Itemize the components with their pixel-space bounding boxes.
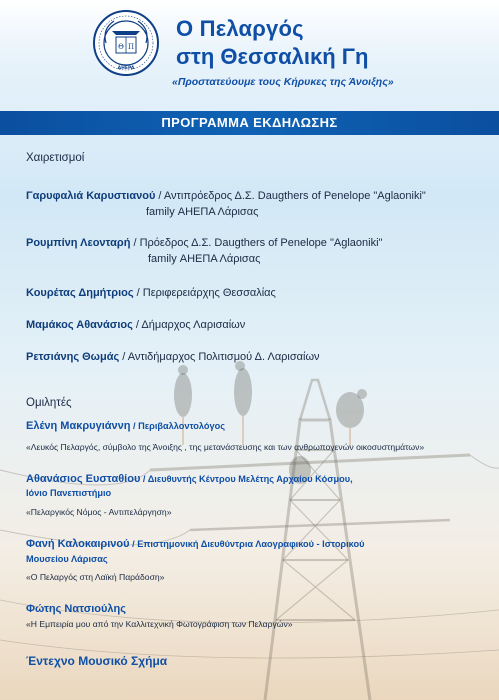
program-banner xyxy=(0,111,499,135)
greeting-role-continued: family ΑΗΕΠΑ Λάρισας xyxy=(148,253,261,265)
header xyxy=(0,0,499,108)
event-title-line2: στη Θεσσαλική Γη xyxy=(176,44,369,69)
speaker-separator: / xyxy=(140,474,148,484)
event-title-line1: Ο Πελαργός xyxy=(176,16,304,41)
greetings-heading: Χαιρετισμοί xyxy=(26,152,85,164)
greeting-item xyxy=(26,351,320,363)
svg-text:AHEPA: AHEPA xyxy=(117,66,135,71)
speaker-talk-title: «Πελαργικός Νόμος - Αντιπελάργηση» xyxy=(26,507,172,517)
daughters-of-penelope-seal-logo xyxy=(92,9,160,77)
greeting-name: Μαμάκος Αθανάσιος xyxy=(26,319,133,331)
greeting-role-continued: family ΑΗΕΠΑ Λάρισας xyxy=(146,206,259,218)
speaker-talk-title: «Λευκός Πελαργός, σύμβολο της Άνοιξης , της μετανάστευσης και των ανθρωπογενών οικοσυστημάτων» xyxy=(26,442,425,452)
speaker-name: Ελένη Μακρυγιάννη xyxy=(26,420,131,432)
svg-text:Θ: Θ xyxy=(118,43,124,51)
greeting-name: Γαρυφαλιά Καρυστιανού xyxy=(26,190,156,202)
speaker-role: Περιβαλλοντολόγος xyxy=(138,421,226,431)
speaker-item xyxy=(26,420,225,432)
speakers-heading: Ομιλητές xyxy=(26,397,72,409)
greeting-name: Ρουμπίνη Λεονταρή xyxy=(26,237,131,249)
speaker-role: Επιστημονική Διευθύντρια Λαογραφικού - Ιστορικού xyxy=(137,539,365,549)
speaker-role-continued: Ιόνιο Πανεπιστήμιο xyxy=(26,488,112,498)
greeting-role: / Πρόεδρος Δ.Σ. Daugthers of Penelope "Aglaoniki" xyxy=(130,237,383,249)
greeting-item xyxy=(26,190,426,202)
greeting-name: Κουρέτας Δημήτριος xyxy=(26,287,134,299)
greeting-role: / Αντιδήμαρχος Πολιτισμού Δ. Λαρισαίων xyxy=(119,351,320,363)
svg-text:Π: Π xyxy=(127,43,135,51)
speaker-item xyxy=(26,538,364,550)
speaker-name: Φώτης Νατσιούλης xyxy=(26,603,126,615)
speaker-role: Διευθυντής Κέντρου Μελέτης Αρχαίου Κόσμου, xyxy=(147,474,353,484)
greeting-item xyxy=(26,237,382,249)
greeting-name: Ρετσιάνης Θωμάς xyxy=(26,351,120,363)
speaker-name: Αθανάσιος Ευσταθίου xyxy=(26,473,141,485)
greeting-role: / Δήμαρχος Λαρισαίων xyxy=(132,319,246,331)
speaker-item xyxy=(26,603,126,615)
greeting-role: / Περιφερειάρχης Θεσσαλίας xyxy=(133,287,276,299)
event-subtitle: «Προστατεύουμε τους Κήρυκες της Άνοιξης» xyxy=(172,76,394,88)
speaker-name: Φανή Καλοκαιρινού xyxy=(26,538,130,550)
speaker-talk-title: «Η Εμπειρία μου από την Καλλιτεχνική Φωτογράφιση των Πελαργών» xyxy=(26,619,293,629)
greeting-item xyxy=(26,319,245,331)
music-ensemble-label: Έντεχνο Μουσικό Σχήμα xyxy=(26,654,168,668)
greeting-role: / Αντιπρόεδρος Δ.Σ. Daugthers of Penelope "Aglaoniki" xyxy=(155,190,426,202)
speaker-separator: / xyxy=(129,539,138,549)
program-banner-label: ΠΡΟΓΡΑΜΜΑ ΕΚΔΗΛΩΣΗΣ xyxy=(161,115,338,130)
speaker-talk-title: «Ο Πελαργός στη Λαϊκή Παράδοση» xyxy=(26,572,165,582)
greeting-item xyxy=(26,287,276,299)
speaker-item xyxy=(26,473,353,485)
speaker-role-continued: Μουσείου Λάρισας xyxy=(26,554,108,564)
speaker-separator: / xyxy=(130,421,139,431)
